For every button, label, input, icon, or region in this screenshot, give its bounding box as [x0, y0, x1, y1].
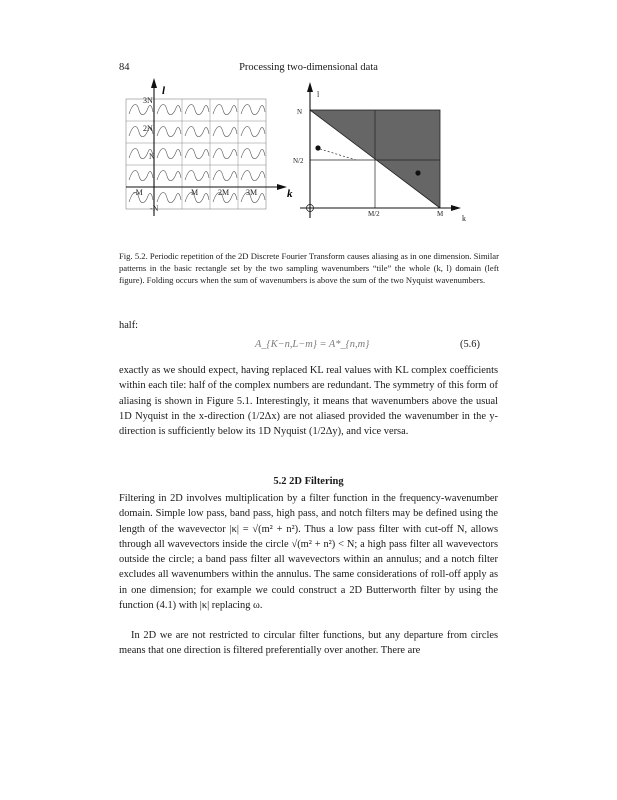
- running-title: Processing two-dimensional data: [239, 62, 378, 73]
- equation-number: (5.6): [460, 339, 480, 350]
- equation-5-6: [0, 339, 617, 355]
- wavenumber-point: [315, 145, 320, 150]
- right-label-N-half: N/2: [293, 157, 304, 165]
- half-word: half:: [119, 320, 139, 331]
- paragraph-noncircular: In 2D we are not restricted to circular filter functions, but any departure from circles means that one direction is filtered preferentially over another. There are: [119, 630, 498, 657]
- left-label-3M: 3M: [246, 188, 258, 197]
- page-number: 84: [119, 62, 130, 73]
- left-label-2N: 2N: [143, 124, 153, 133]
- left-label-2M: 2M: [218, 188, 230, 197]
- paragraph-aliasing: exactly as we should expect, having replaced KL real values with KL complex coefficients within each tile: half of the complex numbers are redundant. The symmetry of this form of aliasing is shown in Figure 5.1. Interestingly, it means that wavenumbers above the usual 1D Nyquist in the x-direction (1/2Δx) are not aliased provided the wavenumber in the y-direction is sufficiently below its 1D Nyquist (1/2Δy), and vice versa.: [119, 365, 498, 438]
- left-label-3N: 3N: [143, 96, 153, 105]
- left-tile-diagram: [126, 78, 293, 216]
- folded-point: [415, 170, 420, 175]
- left-label-minus-N: -N: [150, 204, 159, 213]
- right-folding-diagram: [293, 82, 466, 223]
- right-label-M: M: [437, 210, 444, 218]
- right-label-N: N: [297, 108, 303, 116]
- figure-caption: Fig. 5.2. Periodic repetition of the 2D Discrete Fourier Transform causes aliasing as in one dimension. Similar patterns in the basic rectangle set by the two sampling wavenumbers “tile” the whole (k, l) domain (left figure). Folding occurs when the sum of wavenumbers is above the sum of the two Nyquist wavenumbers.: [119, 251, 499, 285]
- right-axis-l-label: l: [317, 90, 320, 99]
- left-label-M: M: [191, 188, 199, 197]
- paragraph-filtering: Filtering in 2D involves multiplication by a filter function in the frequency-wavenumber domain. Simple low pass, band pass, high pass, and notch filters may be defined using the length of the wavevector |κ| = √(m² + n²). Thus a low pass filter with cut-off N, allows through all wavevectors inside the circle √(m² + n²) < N; a high pass filter all wavevectors outside the circle; a band pass filter all wavevectors within an annulus; and a notch filter excludes all wavenumbers within the annulus. The same considerations of roll-off apply as in one dimension; for example we could construct a 2D Butterworth filter by using the function (4.1) with |κ| replacing ω.: [119, 493, 498, 612]
- figure-5-2: [0, 0, 617, 250]
- left-axis-l-label: l: [162, 85, 166, 97]
- left-label-N: N: [149, 152, 155, 161]
- right-label-M-half: M/2: [368, 210, 380, 218]
- left-label-minus-M: -M: [133, 188, 143, 197]
- equation-body: A_{K−n,L−m} = A*_{n,m}: [255, 339, 370, 350]
- section-heading: 5.2 2D Filtering: [273, 476, 344, 487]
- right-axis-k-label: k: [462, 214, 466, 223]
- left-axis-k-label: k: [287, 188, 293, 200]
